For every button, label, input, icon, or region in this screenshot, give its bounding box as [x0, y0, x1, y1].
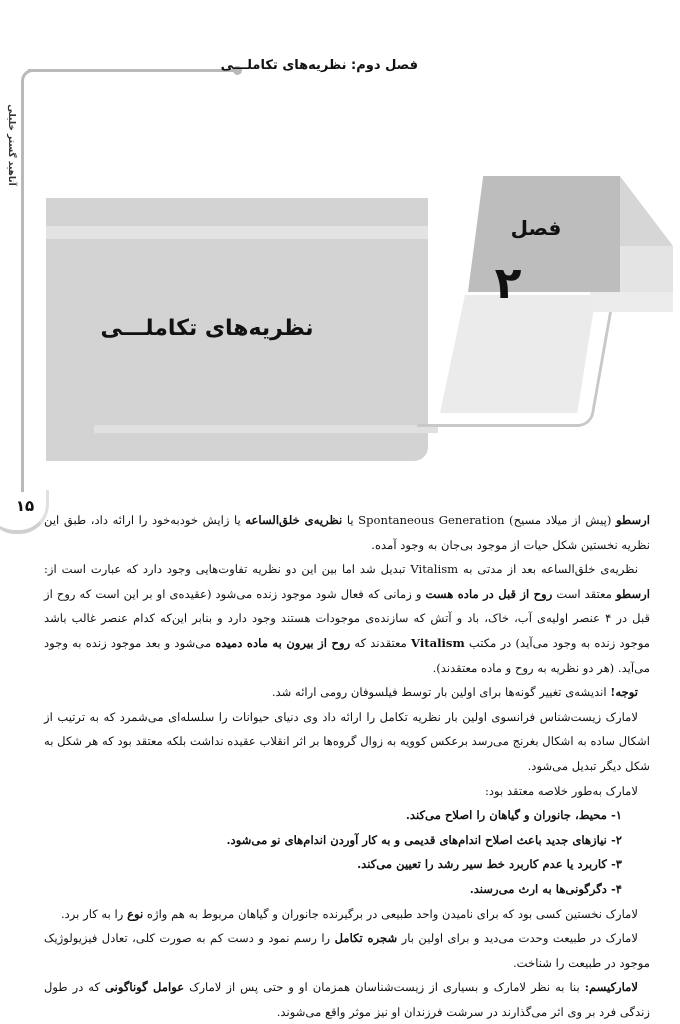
text-run: لامارک زیست‌شناس فرانسوی اولین بار نظریه تکامل را ارائه داد وی دنیای حیوانات را سلسله‌ای می‌شمرد که به ترتیب از اشکال ساده به اشکال بغرنج می‌رسد برعکس کوویه به زوال گروه‌ها بر اثر انقلاب عقیده نداشت بلکه معتقد بود که هر شکل به شکل دیگر تبدیل می‌شود.: [44, 709, 650, 773]
text-run: لامارک نخستین کسی بود که برای نامیدن واحد طبیعی در برگیرنده جانوران و گیاهان مربوط به هم واژه: [143, 906, 638, 921]
bold-text: شجره تکامل: [334, 931, 398, 946]
paragraph: [44, 902, 650, 927]
text-run: و زمانی که فعال شود موجود زنده می‌شود (عقیده‌ی او بر این است که روح از قبل در ۴ عنصر اولیه‌ی آب، خاک، باد و آتش که سازنده‌ی موجودات هستند وجود دارد و بنابر این‌که کدام عنصر غالب باشد موجود زنده به وجود می‌آید) در مکتب: [44, 586, 651, 650]
chapter-title-panel: [46, 198, 428, 461]
chapter-number-panel: [440, 295, 596, 413]
text-run: بنا به نظر لامارک و بسیاری از زیست‌شناسان همزمان او و حتی پس از لامارک: [184, 980, 585, 995]
bold-text: روح از بیرون به ماده دمیده: [215, 635, 351, 650]
paragraph: [44, 680, 650, 705]
bold-text: عوامل گوناگونی: [105, 980, 185, 995]
text-run: معتقدند که: [350, 635, 412, 650]
text-run: لامارک به‌طور خلاصه معتقد بود:: [484, 783, 638, 798]
text-run: ۱- محیط، جانوران و گیاهان را اصلاح می‌کند.: [405, 808, 622, 823]
text-run: نظریه‌ی خلق‌الساعه بعد از مدتی به Vitalism تبدیل شد اما بین این دو نظریه تفاوت‌هایی وجود دارد که عبارت است از:: [44, 562, 638, 577]
paragraph: [44, 557, 650, 680]
tab-fold-side: [590, 292, 673, 312]
page-number: ۱۵: [15, 497, 35, 515]
panel-stripe: [94, 425, 438, 433]
paragraph: [44, 779, 650, 804]
body-text: [44, 508, 650, 1024]
bold-text: توجه!: [610, 685, 638, 700]
paragraph: [44, 975, 650, 1024]
text-run: ۴- دگرگونی‌ها به ارث می‌رسند.: [469, 881, 622, 896]
text-run: معتقد است: [552, 586, 616, 601]
list-item: [44, 803, 650, 828]
text-run: ۳- کاربرد یا عدم کاربرد خط سیر رشد را تعیین می‌کند.: [357, 857, 622, 872]
list-item: [44, 852, 650, 877]
bold-text: نظریه‌ی خلق‌الساعه: [245, 513, 343, 527]
text-run: ۲- نیازهای جدید باعث اصلاح اندام‌های قدیمی و به کار آوردن اندام‌های نو می‌شود.: [226, 832, 622, 847]
bold-text: لامارکیسم:: [584, 980, 638, 995]
side-rule: [21, 82, 24, 492]
paragraph: [44, 508, 650, 557]
running-header-title: فصل دوم: نظریه‌های تکاملـــی: [220, 58, 418, 73]
text-run: (پیش از میلاد مسیح) Spontaneous Generation یا: [342, 513, 616, 527]
text-run: لامارک در طبیعت وحدت می‌دید و برای اولین بار: [397, 931, 639, 946]
panel-stripe: [46, 226, 428, 239]
text-run: اندیشه‌ی تغییر گونه‌ها برای اولین بار توسط فیلسوفان رومی ارائه شد.: [271, 685, 611, 700]
text-run: یا زایش خودبه‌خود را ارائه داد، طبق این نظریه نخستین شکل حیات از موجود بی‌جان به وجود آمده.: [44, 513, 650, 552]
paragraph: [44, 926, 650, 975]
list-item: [44, 828, 650, 853]
page-number-badge: [0, 490, 49, 534]
header-rule: [28, 69, 236, 72]
chapter-title: نظریه‌های تکاملـــی: [100, 316, 314, 341]
bold-text: نوع: [127, 906, 144, 921]
text-run: را به کار برد.: [60, 906, 128, 921]
text-run: که در طول زندگی فرد بر وی اثر می‌گذارند در سرشت فرزندان او نیز موثر واقع می‌شوند.: [44, 980, 650, 1019]
chapter-label: فصل: [510, 216, 562, 240]
bold-text: ارسطو: [615, 513, 650, 527]
bold-text: Vitalism: [411, 635, 465, 650]
paragraph: [44, 705, 650, 779]
bold-text: ارسطو: [615, 586, 650, 601]
side-publisher-text: آناهید گستر خلیلی: [6, 104, 16, 186]
text-run: می‌شود و بعد موجود زنده به وجود می‌آید. (هر دو نظریه به روح و ماده معتقدند).: [44, 635, 650, 675]
bold-text: روح از قبل در ماده هست: [425, 586, 553, 601]
chapter-number: ۲: [494, 258, 522, 309]
list-item: [44, 877, 650, 902]
text-run: را رسم نمود و دست کم به صورت کلی، تعادل فیزیولوژیک موجود در طبیعت را شناخت.: [44, 931, 650, 970]
